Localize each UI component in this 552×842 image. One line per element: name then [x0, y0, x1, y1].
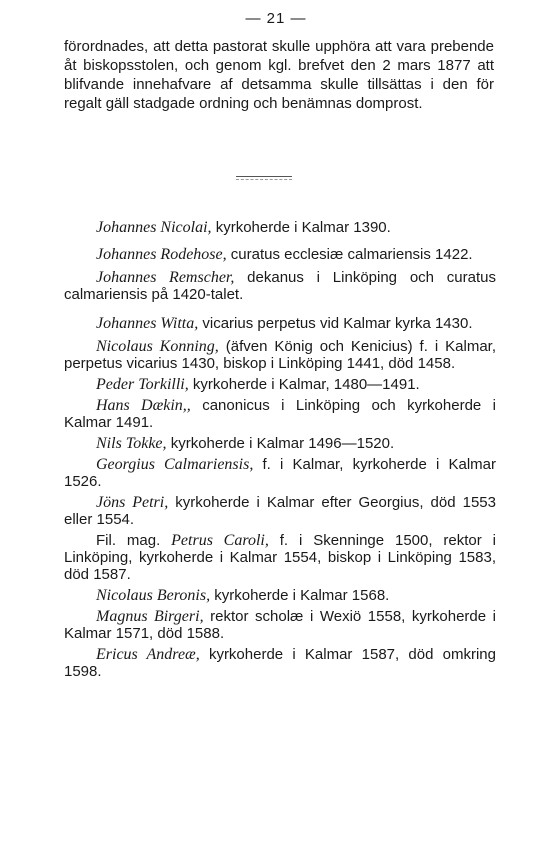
entry-name: Johannes Witta,	[96, 315, 199, 332]
entry-name: Peder Torkilli,	[96, 376, 189, 393]
list-item	[64, 456, 496, 490]
list-item	[64, 532, 496, 583]
list-item	[64, 435, 496, 452]
entry-text: kyrkoherde i Kalmar efter Georgius, död 1553 eller 1554.	[64, 494, 496, 528]
entry-text: rektor scholæ i Wexiö 1558, kyrkoherde i Kalmar 1571, död 1588.	[64, 608, 496, 642]
entry-name: Johannes Nicolai,	[96, 219, 212, 236]
list-item	[64, 494, 496, 528]
entry-prefix: Fil. mag.	[96, 532, 172, 549]
entry-name: Petrus Caroli,	[171, 532, 269, 549]
entry-text: f. i Skenninge 1500, rektor i Linköping, kyrkoherde i Kalmar 1554, biskop i Linköping 1583, död 1587.	[64, 532, 496, 583]
entry-text: f. i Kalmar, kyrkoherde i Kalmar 1526.	[64, 456, 496, 490]
page-number: — 21 —	[245, 10, 307, 27]
list-item	[64, 219, 496, 236]
entry-text: canonicus i Linköping och kyrkoherde i Kalmar 1491.	[64, 397, 496, 431]
list-item	[64, 376, 496, 393]
entry-name: Nicolaus Konning,	[96, 338, 219, 355]
entry-text: kyrkoherde i Kalmar 1496—1520.	[166, 435, 395, 452]
entry-text: kyrkoherde i Kalmar 1568.	[210, 587, 390, 604]
entry-text: (äfven König och Kenicius) f. i Kalmar, perpetus vicarius 1430, biskop i Linköping 1441, död 1458.	[64, 338, 496, 372]
entry-text: kyrkoherde i Kalmar 1390.	[211, 219, 391, 236]
list-item	[64, 587, 496, 604]
entry-text: vicarius perpetus vid Kalmar kyrka 1430.	[198, 315, 473, 332]
entry-name: Johannes Rodehose,	[96, 246, 227, 263]
list-item	[64, 246, 496, 263]
clergy-list	[64, 219, 496, 680]
entry-name: Ericus Andreæ,	[96, 646, 200, 663]
entry-text: dekanus i Linköping och curatus calmariensis på 1420-talet.	[64, 269, 496, 303]
entry-name: Nicolaus Beronis,	[96, 587, 211, 604]
list-item	[64, 608, 496, 642]
entry-text: curatus ecclesiæ calmariensis 1422.	[226, 246, 473, 263]
entry-text: kyrkoherde i Kalmar 1587, död omkring 1598.	[64, 646, 496, 680]
entry-name: Magnus Birgeri,	[96, 608, 204, 625]
entry-name: Hans Dækin,,	[96, 397, 191, 414]
list-item	[64, 646, 496, 680]
entry-name: Johannes Remscher,	[96, 269, 235, 286]
list-item	[64, 338, 496, 372]
entry-name: Jöns Petri,	[96, 494, 169, 511]
entry-text: kyrkoherde i Kalmar, 1480—1491.	[188, 376, 420, 393]
intro-text: förordnades, att detta pastorat skulle upphöra att vara prebende åt biskopsstolen, och genom kgl. brefvet den 2 mars 1877 att blifvande innehafvare af detsamma skulle tillsättas i den för regalt gäll stadgade ordning och benämnas domprost.	[64, 38, 494, 112]
entry-name: Nils Tokke,	[96, 435, 167, 452]
intro-paragraph	[64, 37, 494, 113]
list-item	[64, 315, 496, 332]
list-item	[64, 269, 496, 303]
entry-name: Georgius Calmariensis,	[96, 456, 254, 473]
section-divider	[236, 176, 292, 180]
list-item	[64, 397, 496, 431]
